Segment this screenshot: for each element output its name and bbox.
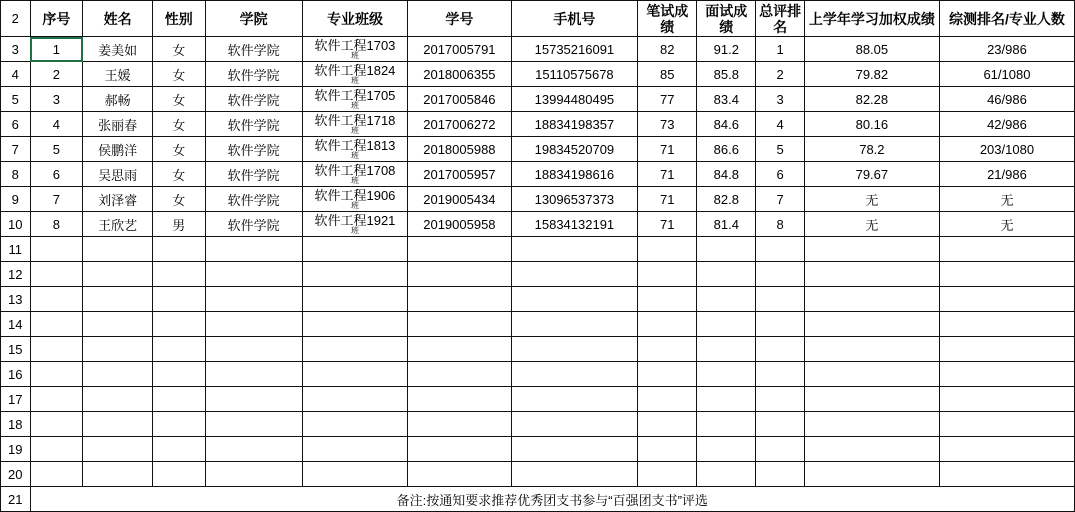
cell-empty[interactable] bbox=[30, 337, 83, 362]
cell-interview-score[interactable]: 83.4 bbox=[697, 87, 756, 112]
cell-empty[interactable] bbox=[205, 412, 302, 437]
table-row-empty[interactable] bbox=[1, 337, 1075, 362]
row-number: 11 bbox=[1, 237, 31, 262]
cell-empty[interactable] bbox=[205, 387, 302, 412]
cell-college[interactable]: 软件学院 bbox=[205, 162, 302, 187]
cell-empty[interactable] bbox=[408, 462, 511, 487]
cell-gender[interactable]: 女 bbox=[152, 187, 205, 212]
cell-empty[interactable] bbox=[83, 262, 153, 287]
cell-empty[interactable] bbox=[756, 462, 805, 487]
cell-empty[interactable] bbox=[638, 287, 697, 312]
cell-empty[interactable] bbox=[697, 337, 756, 362]
cell-empty[interactable] bbox=[804, 287, 939, 312]
cell-weighted-score[interactable]: 78.2 bbox=[804, 137, 939, 162]
cell-written-score[interactable]: 71 bbox=[638, 187, 697, 212]
row-number: 7 bbox=[1, 137, 31, 162]
cell-empty[interactable] bbox=[302, 237, 408, 262]
column-header-1: 姓名 bbox=[83, 1, 153, 37]
cell-student-id[interactable]: 2017006272 bbox=[408, 112, 511, 137]
cell-empty[interactable] bbox=[83, 412, 153, 437]
cell-empty[interactable] bbox=[756, 437, 805, 462]
cell-college[interactable]: 软件学院 bbox=[205, 187, 302, 212]
cell-composite-rank[interactable]: 42/986 bbox=[939, 112, 1074, 137]
cell-college[interactable]: 软件学院 bbox=[205, 37, 302, 62]
row-number: 2 bbox=[1, 1, 31, 37]
cell-interview-score[interactable]: 81.4 bbox=[697, 212, 756, 237]
row-number: 3 bbox=[1, 37, 31, 62]
cell-name[interactable]: 吴思雨 bbox=[83, 162, 153, 187]
table-row[interactable] bbox=[1, 112, 1075, 137]
cell-seq[interactable]: 6 bbox=[30, 162, 83, 187]
cell-empty[interactable] bbox=[756, 337, 805, 362]
cell-composite-rank[interactable]: 46/986 bbox=[939, 87, 1074, 112]
cell-name[interactable]: 刘泽睿 bbox=[83, 187, 153, 212]
table-row[interactable] bbox=[1, 62, 1075, 87]
cell-empty[interactable] bbox=[83, 362, 153, 387]
cell-empty[interactable] bbox=[205, 312, 302, 337]
cell-weighted-score[interactable]: 88.05 bbox=[804, 37, 939, 62]
cell-empty[interactable] bbox=[30, 262, 83, 287]
cell-composite-rank[interactable]: 61/1080 bbox=[939, 62, 1074, 87]
cell-empty[interactable] bbox=[511, 462, 638, 487]
cell-empty[interactable] bbox=[30, 412, 83, 437]
cell-class[interactable]: 软件工程1708 班 bbox=[302, 162, 408, 187]
cell-empty[interactable] bbox=[939, 437, 1074, 462]
cell-college[interactable]: 软件学院 bbox=[205, 212, 302, 237]
column-header-4: 专业班级 bbox=[302, 1, 408, 37]
cell-empty[interactable] bbox=[804, 312, 939, 337]
cell-empty[interactable] bbox=[756, 412, 805, 437]
cell-empty[interactable] bbox=[302, 312, 408, 337]
cell-student-id[interactable]: 2017005957 bbox=[408, 162, 511, 187]
cell-empty[interactable] bbox=[697, 287, 756, 312]
cell-composite-rank[interactable]: 21/986 bbox=[939, 162, 1074, 187]
cell-empty[interactable] bbox=[939, 237, 1074, 262]
cell-gender[interactable]: 女 bbox=[152, 137, 205, 162]
cell-empty[interactable] bbox=[30, 312, 83, 337]
cell-written-score[interactable]: 77 bbox=[638, 87, 697, 112]
cell-empty[interactable] bbox=[30, 237, 83, 262]
cell-empty[interactable] bbox=[697, 362, 756, 387]
cell-phone[interactable]: 15110575678 bbox=[511, 62, 638, 87]
cell-empty[interactable] bbox=[152, 437, 205, 462]
cell-empty[interactable] bbox=[152, 312, 205, 337]
cell-composite-rank[interactable]: 无 bbox=[939, 187, 1074, 212]
cell-empty[interactable] bbox=[83, 237, 153, 262]
cell-empty[interactable] bbox=[697, 312, 756, 337]
cell-empty[interactable] bbox=[804, 387, 939, 412]
cell-empty[interactable] bbox=[83, 337, 153, 362]
cell-seq[interactable]: 4 bbox=[30, 112, 83, 137]
cell-college[interactable]: 软件学院 bbox=[205, 62, 302, 87]
cell-seq[interactable]: 7 bbox=[30, 187, 83, 212]
cell-empty[interactable] bbox=[939, 287, 1074, 312]
table-row[interactable] bbox=[1, 212, 1075, 237]
row-number: 10 bbox=[1, 212, 31, 237]
cell-empty[interactable] bbox=[638, 462, 697, 487]
cell-gender[interactable]: 男 bbox=[152, 212, 205, 237]
note-cell[interactable]: 备注:按通知要求推荐优秀团支书参与“百强团支书”评选 bbox=[30, 487, 1074, 512]
cell-empty[interactable] bbox=[756, 262, 805, 287]
cell-empty[interactable] bbox=[697, 387, 756, 412]
cell-empty[interactable] bbox=[638, 262, 697, 287]
cell-class[interactable]: 软件工程1824 班 bbox=[302, 62, 408, 87]
cell-empty[interactable] bbox=[697, 237, 756, 262]
table-row-empty[interactable] bbox=[1, 287, 1075, 312]
table-row[interactable] bbox=[1, 87, 1075, 112]
cell-total-rank[interactable]: 6 bbox=[756, 162, 805, 187]
cell-empty[interactable] bbox=[511, 262, 638, 287]
cell-empty[interactable] bbox=[804, 437, 939, 462]
cell-written-score[interactable]: 71 bbox=[638, 162, 697, 187]
cell-empty[interactable] bbox=[408, 437, 511, 462]
cell-phone[interactable]: 15735216091 bbox=[511, 37, 638, 62]
cell-weighted-score[interactable]: 80.16 bbox=[804, 112, 939, 137]
row-number: 12 bbox=[1, 262, 31, 287]
cell-gender[interactable]: 女 bbox=[152, 162, 205, 187]
cell-total-rank[interactable]: 8 bbox=[756, 212, 805, 237]
cell-empty[interactable] bbox=[804, 362, 939, 387]
cell-empty[interactable] bbox=[638, 337, 697, 362]
cell-empty[interactable] bbox=[408, 237, 511, 262]
cell-empty[interactable] bbox=[302, 412, 408, 437]
cell-empty[interactable] bbox=[152, 287, 205, 312]
cell-empty[interactable] bbox=[511, 412, 638, 437]
cell-empty[interactable] bbox=[939, 262, 1074, 287]
cell-empty[interactable] bbox=[30, 462, 83, 487]
row-number: 17 bbox=[1, 387, 31, 412]
cell-total-rank[interactable]: 2 bbox=[756, 62, 805, 87]
column-header-0: 序号 bbox=[30, 1, 83, 37]
cell-empty[interactable] bbox=[152, 262, 205, 287]
cell-name[interactable]: 侯鹏洋 bbox=[83, 137, 153, 162]
cell-empty[interactable] bbox=[83, 287, 153, 312]
cell-empty[interactable] bbox=[302, 337, 408, 362]
cell-empty[interactable] bbox=[939, 337, 1074, 362]
table-row-empty[interactable] bbox=[1, 437, 1075, 462]
cell-seq[interactable]: 8 bbox=[30, 212, 83, 237]
row-number: 14 bbox=[1, 312, 31, 337]
cell-empty[interactable] bbox=[30, 387, 83, 412]
cell-empty[interactable] bbox=[30, 287, 83, 312]
column-header-6: 手机号 bbox=[511, 1, 638, 37]
cell-empty[interactable] bbox=[152, 237, 205, 262]
table-row-empty[interactable] bbox=[1, 262, 1075, 287]
cell-empty[interactable] bbox=[205, 237, 302, 262]
cell-interview-score[interactable]: 91.2 bbox=[697, 37, 756, 62]
cell-composite-rank[interactable]: 无 bbox=[939, 212, 1074, 237]
cell-interview-score[interactable]: 84.6 bbox=[697, 112, 756, 137]
column-header-5: 学号 bbox=[408, 1, 511, 37]
cell-student-id[interactable]: 2017005791 bbox=[408, 37, 511, 62]
cell-empty[interactable] bbox=[756, 387, 805, 412]
cell-seq[interactable]: 2 bbox=[30, 62, 83, 87]
table-row-empty[interactable] bbox=[1, 312, 1075, 337]
cell-empty[interactable] bbox=[756, 287, 805, 312]
cell-empty[interactable] bbox=[939, 362, 1074, 387]
cell-name[interactable]: 王媛 bbox=[83, 62, 153, 87]
cell-phone[interactable]: 18834198616 bbox=[511, 162, 638, 187]
row-number: 5 bbox=[1, 87, 31, 112]
cell-empty[interactable] bbox=[302, 387, 408, 412]
cell-total-rank[interactable]: 1 bbox=[756, 37, 805, 62]
cell-empty[interactable] bbox=[638, 237, 697, 262]
cell-empty[interactable] bbox=[302, 287, 408, 312]
cell-empty[interactable] bbox=[697, 412, 756, 437]
cell-empty[interactable] bbox=[638, 437, 697, 462]
row-number: 13 bbox=[1, 287, 31, 312]
cell-empty[interactable] bbox=[756, 312, 805, 337]
cell-empty[interactable] bbox=[408, 287, 511, 312]
table-row[interactable] bbox=[1, 187, 1075, 212]
cell-written-score[interactable]: 71 bbox=[638, 212, 697, 237]
cell-empty[interactable] bbox=[152, 362, 205, 387]
column-header-3: 学院 bbox=[205, 1, 302, 37]
cell-name[interactable]: 郝畅 bbox=[83, 87, 153, 112]
table-row-empty[interactable] bbox=[1, 462, 1075, 487]
cell-empty[interactable] bbox=[408, 387, 511, 412]
cell-total-rank[interactable]: 4 bbox=[756, 112, 805, 137]
cell-interview-score[interactable]: 84.8 bbox=[697, 162, 756, 187]
cell-name[interactable]: 王欣艺 bbox=[83, 212, 153, 237]
cell-empty[interactable] bbox=[939, 412, 1074, 437]
cell-empty[interactable] bbox=[638, 412, 697, 437]
table-row-empty[interactable] bbox=[1, 237, 1075, 262]
row-number: 6 bbox=[1, 112, 31, 137]
cell-empty[interactable] bbox=[205, 287, 302, 312]
cell-college[interactable]: 软件学院 bbox=[205, 112, 302, 137]
cell-empty[interactable] bbox=[939, 387, 1074, 412]
cell-interview-score[interactable]: 85.8 bbox=[697, 62, 756, 87]
cell-empty[interactable] bbox=[939, 312, 1074, 337]
cell-empty[interactable] bbox=[511, 387, 638, 412]
cell-seq[interactable]: 3 bbox=[30, 87, 83, 112]
cell-seq[interactable]: 1 bbox=[30, 37, 83, 62]
table-row-empty[interactable] bbox=[1, 412, 1075, 437]
cell-empty[interactable] bbox=[511, 337, 638, 362]
cell-total-rank[interactable]: 7 bbox=[756, 187, 805, 212]
cell-empty[interactable] bbox=[408, 337, 511, 362]
cell-empty[interactable] bbox=[205, 362, 302, 387]
cell-weighted-score[interactable]: 无 bbox=[804, 212, 939, 237]
cell-phone[interactable]: 18834198357 bbox=[511, 112, 638, 137]
cell-empty[interactable] bbox=[511, 437, 638, 462]
cell-weighted-score[interactable]: 无 bbox=[804, 187, 939, 212]
table-row-empty[interactable] bbox=[1, 362, 1075, 387]
cell-empty[interactable] bbox=[804, 237, 939, 262]
cell-empty[interactable] bbox=[804, 462, 939, 487]
cell-class[interactable]: 软件工程1921 班 bbox=[302, 212, 408, 237]
cell-phone[interactable]: 13096537373 bbox=[511, 187, 638, 212]
cell-empty[interactable] bbox=[83, 437, 153, 462]
row-number: 9 bbox=[1, 187, 31, 212]
cell-empty[interactable] bbox=[511, 362, 638, 387]
cell-written-score[interactable]: 71 bbox=[638, 137, 697, 162]
cell-empty[interactable] bbox=[638, 362, 697, 387]
cell-empty[interactable] bbox=[152, 462, 205, 487]
cell-class[interactable]: 软件工程1906 班 bbox=[302, 187, 408, 212]
cell-empty[interactable] bbox=[697, 437, 756, 462]
cell-empty[interactable] bbox=[756, 237, 805, 262]
cell-weighted-score[interactable]: 79.82 bbox=[804, 62, 939, 87]
column-header-2: 性别 bbox=[152, 1, 205, 37]
row-number: 19 bbox=[1, 437, 31, 462]
cell-empty[interactable] bbox=[302, 437, 408, 462]
cell-class[interactable]: 软件工程1813 班 bbox=[302, 137, 408, 162]
table-row[interactable] bbox=[1, 137, 1075, 162]
cell-gender[interactable]: 女 bbox=[152, 62, 205, 87]
cell-name[interactable]: 张丽春 bbox=[83, 112, 153, 137]
table-row[interactable] bbox=[1, 37, 1075, 62]
cell-empty[interactable] bbox=[939, 462, 1074, 487]
cell-empty[interactable] bbox=[205, 462, 302, 487]
cell-empty[interactable] bbox=[205, 262, 302, 287]
cell-student-id[interactable]: 2019005434 bbox=[408, 187, 511, 212]
cell-empty[interactable] bbox=[697, 462, 756, 487]
cell-college[interactable]: 软件学院 bbox=[205, 87, 302, 112]
cell-class[interactable]: 软件工程1705 班 bbox=[302, 87, 408, 112]
cell-total-rank[interactable]: 5 bbox=[756, 137, 805, 162]
cell-student-id[interactable]: 2018006355 bbox=[408, 62, 511, 87]
cell-empty[interactable] bbox=[83, 462, 153, 487]
cell-seq[interactable]: 5 bbox=[30, 137, 83, 162]
cell-empty[interactable] bbox=[511, 237, 638, 262]
cell-written-score[interactable]: 82 bbox=[638, 37, 697, 62]
table-header-row bbox=[1, 1, 1075, 37]
row-number: 18 bbox=[1, 412, 31, 437]
cell-written-score[interactable]: 73 bbox=[638, 112, 697, 137]
row-number: 21 bbox=[1, 487, 31, 512]
cell-total-rank[interactable]: 3 bbox=[756, 87, 805, 112]
cell-composite-rank[interactable]: 23/986 bbox=[939, 37, 1074, 62]
note-row[interactable] bbox=[1, 487, 1075, 512]
column-header-11: 综测排名/专业人数 bbox=[939, 1, 1074, 37]
row-number: 20 bbox=[1, 462, 31, 487]
cell-empty[interactable] bbox=[152, 387, 205, 412]
cell-class[interactable]: 软件工程1703 班 bbox=[302, 37, 408, 62]
cell-empty[interactable] bbox=[804, 262, 939, 287]
row-number: 15 bbox=[1, 337, 31, 362]
cell-empty[interactable] bbox=[511, 287, 638, 312]
cell-empty[interactable] bbox=[30, 362, 83, 387]
cell-student-id[interactable]: 2018005988 bbox=[408, 137, 511, 162]
cell-empty[interactable] bbox=[638, 312, 697, 337]
column-header-9: 总评排名 bbox=[756, 1, 805, 37]
cell-written-score[interactable]: 85 bbox=[638, 62, 697, 87]
column-header-7: 笔试成绩 bbox=[638, 1, 697, 37]
cell-class[interactable]: 软件工程1718 班 bbox=[302, 112, 408, 137]
cell-student-id[interactable]: 2019005958 bbox=[408, 212, 511, 237]
cell-empty[interactable] bbox=[408, 262, 511, 287]
row-number: 16 bbox=[1, 362, 31, 387]
cell-empty[interactable] bbox=[152, 412, 205, 437]
cell-phone[interactable]: 19834520709 bbox=[511, 137, 638, 162]
cell-empty[interactable] bbox=[302, 262, 408, 287]
cell-weighted-score[interactable]: 82.28 bbox=[804, 87, 939, 112]
cell-student-id[interactable]: 2017005846 bbox=[408, 87, 511, 112]
table-row[interactable] bbox=[1, 162, 1075, 187]
cell-gender[interactable]: 女 bbox=[152, 37, 205, 62]
cell-empty[interactable] bbox=[756, 362, 805, 387]
cell-empty[interactable] bbox=[205, 437, 302, 462]
cell-weighted-score[interactable]: 79.67 bbox=[804, 162, 939, 187]
cell-gender[interactable]: 女 bbox=[152, 87, 205, 112]
row-number: 4 bbox=[1, 62, 31, 87]
column-header-10: 上学年学习加权成绩 bbox=[804, 1, 939, 37]
cell-empty[interactable] bbox=[697, 262, 756, 287]
cell-gender[interactable]: 女 bbox=[152, 112, 205, 137]
cell-composite-rank[interactable]: 203/1080 bbox=[939, 137, 1074, 162]
column-header-8: 面试成绩 bbox=[697, 1, 756, 37]
cell-empty[interactable] bbox=[83, 312, 153, 337]
cell-phone[interactable]: 15834132191 bbox=[511, 212, 638, 237]
cell-empty[interactable] bbox=[83, 387, 153, 412]
cell-interview-score[interactable]: 86.6 bbox=[697, 137, 756, 162]
cell-empty[interactable] bbox=[511, 312, 638, 337]
cell-college[interactable]: 软件学院 bbox=[205, 137, 302, 162]
cell-empty[interactable] bbox=[408, 412, 511, 437]
cell-name[interactable]: 姜美如 bbox=[83, 37, 153, 62]
cell-empty[interactable] bbox=[804, 412, 939, 437]
cell-empty[interactable] bbox=[302, 462, 408, 487]
cell-phone[interactable]: 13994480495 bbox=[511, 87, 638, 112]
cell-empty[interactable] bbox=[30, 437, 83, 462]
row-number: 8 bbox=[1, 162, 31, 187]
cell-empty[interactable] bbox=[152, 337, 205, 362]
cell-empty[interactable] bbox=[408, 312, 511, 337]
cell-empty[interactable] bbox=[638, 387, 697, 412]
table-row-empty[interactable] bbox=[1, 387, 1075, 412]
cell-interview-score[interactable]: 82.8 bbox=[697, 187, 756, 212]
cell-empty[interactable] bbox=[804, 337, 939, 362]
cell-empty[interactable] bbox=[302, 362, 408, 387]
cell-empty[interactable] bbox=[205, 337, 302, 362]
cell-empty[interactable] bbox=[408, 362, 511, 387]
